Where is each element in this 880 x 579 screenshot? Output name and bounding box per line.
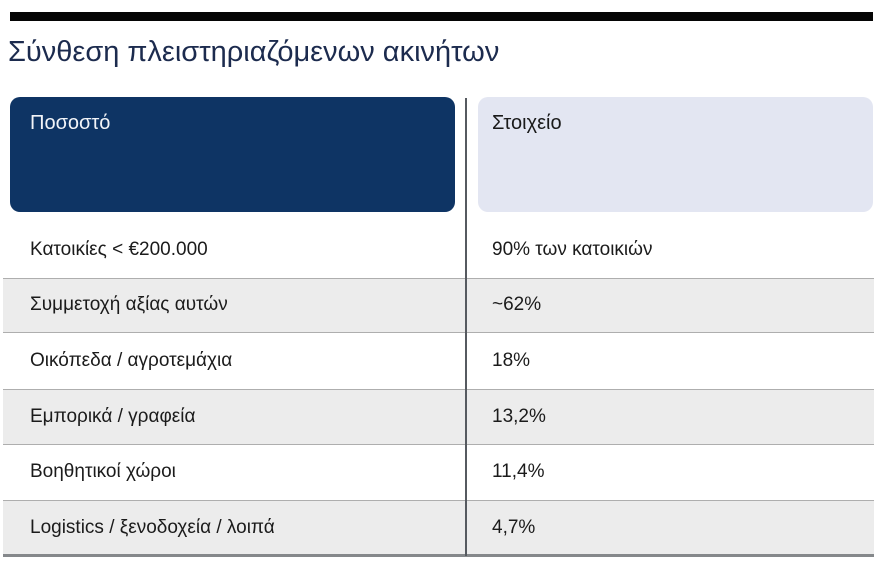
table-row: [3, 278, 874, 334]
column-divider-line: [465, 98, 467, 556]
row-label: Βοηθητικοί χώροι: [30, 461, 176, 483]
row-value: 13,2%: [492, 405, 546, 427]
row-label: Κατοικίες < €200.000: [30, 238, 208, 260]
top-accent-bar: [10, 12, 873, 21]
column-header-percentage: [10, 97, 455, 212]
row-label: Συμμετοχή αξίας αυτών: [30, 294, 228, 316]
table-body: [3, 222, 874, 556]
table-row: [3, 333, 874, 389]
row-label: Οικόπεδα / αγροτεμάχια: [30, 350, 233, 372]
table-bottom-border: [3, 554, 874, 557]
row-value: 18%: [492, 350, 531, 372]
row-label: Logistics / ξενοδοχεία / λοιπά: [30, 517, 275, 539]
row-value: 4,7%: [492, 517, 536, 539]
table-row: [3, 500, 874, 556]
column-header-percentage-label: Ποσοστό: [30, 112, 111, 134]
table-row: [3, 445, 874, 501]
row-value: ~62%: [492, 294, 542, 316]
column-header-element-label: Στοιχείο: [492, 112, 562, 134]
row-label: Εμπορικά / γραφεία: [30, 405, 196, 427]
table-row: [3, 389, 874, 445]
row-value: 90% των κατοικιών: [492, 238, 653, 260]
row-value: 11,4%: [492, 461, 545, 483]
column-header-element: [478, 97, 873, 212]
page-title: Σύνθεση πλειστηριαζόμενων ακινήτων: [8, 36, 500, 68]
table-row: [3, 222, 874, 278]
